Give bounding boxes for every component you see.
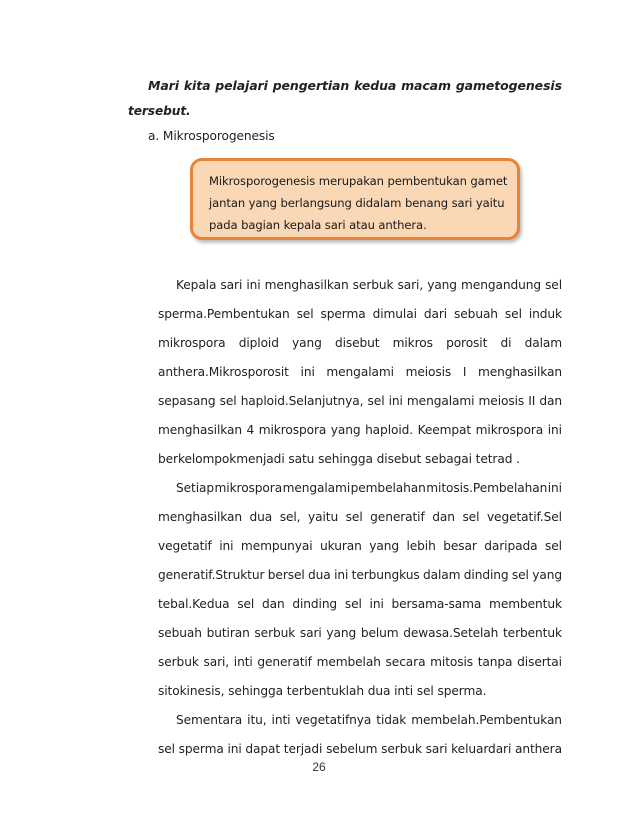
body-line: [158, 365, 562, 379]
body-word: secara: [385, 655, 426, 669]
body-word: ini: [547, 423, 562, 437]
body-word: menghasilkan: [264, 278, 349, 292]
body-word: sel: [504, 307, 522, 321]
body-word: dan: [261, 597, 285, 611]
intro-line-2: tersebut.: [128, 104, 191, 118]
body-word: generatif.Struktur: [158, 568, 265, 582]
body-word: sari: [425, 742, 448, 756]
body-word: mikrospora: [258, 423, 327, 437]
body-line: [158, 539, 562, 553]
body-word: sel: [344, 597, 362, 611]
body-word: sel: [511, 568, 529, 582]
body-word: bersel: [267, 568, 305, 582]
body-word: besar: [443, 539, 477, 553]
body-word: pembelahan: [350, 481, 426, 495]
body-word: sel: [296, 307, 314, 321]
body-line: [176, 713, 562, 727]
body-word: ini: [388, 394, 403, 408]
body-word: dimulai: [372, 307, 417, 321]
body-line: [176, 481, 562, 495]
body-word: porosit: [446, 336, 488, 350]
page-number: 26: [312, 760, 326, 774]
body-word: tanpa: [477, 655, 513, 669]
body-word: sperma.Pembentukan: [158, 307, 290, 321]
body-word: dari: [423, 307, 448, 321]
body-word: dewasa.Setelah: [403, 626, 499, 640]
body-word: sel: [158, 742, 175, 756]
body-word: dalam: [524, 336, 562, 350]
intro-word: pelajari: [215, 78, 268, 93]
body-word: vegetatif: [158, 539, 212, 553]
body-word: menghasilkan: [477, 365, 562, 379]
body-word: serbuk: [158, 655, 199, 669]
body-word: diploid: [238, 336, 279, 350]
body-word: terbentuk: [503, 626, 562, 640]
body-word: dua: [249, 510, 273, 524]
body-word: sepasang: [158, 394, 216, 408]
body-word: Keempat: [417, 423, 472, 437]
body-word: bersama-sama: [391, 597, 482, 611]
body-word: sel,: [279, 510, 301, 524]
body-word: sari,: [203, 655, 230, 669]
body-word: yang: [330, 423, 361, 437]
body-word: ini: [246, 278, 261, 292]
body-word: generatif: [370, 510, 425, 524]
body-word: dalam: [422, 568, 461, 582]
body-word: serbuk: [254, 626, 296, 640]
body-word: keluardari: [451, 742, 512, 756]
body-line: [158, 742, 562, 756]
body-word: mikrospora: [214, 481, 283, 495]
body-line: [158, 423, 562, 437]
body-line: [158, 307, 562, 321]
body-word: sebuah: [158, 626, 202, 640]
body-word: anthera: [514, 742, 562, 756]
body-word: mikros: [392, 336, 433, 350]
body-line: [158, 568, 562, 582]
body-word: serbuk: [381, 742, 422, 756]
intro-word: kedua: [354, 78, 397, 93]
body-word: haploid.: [365, 423, 414, 437]
body-word: sel: [367, 394, 385, 408]
body-word: lebih: [406, 539, 436, 553]
body-word: yang: [532, 568, 562, 582]
body-line: berkelompokmenjadi satu sehingga disebut sebagai tetrad .: [158, 452, 520, 466]
body-word: Kepala: [176, 278, 217, 292]
body-word: terjadi: [283, 742, 323, 756]
body-word: ini: [334, 568, 349, 582]
body-word: Sementara: [176, 713, 243, 727]
body-word: II: [528, 394, 536, 408]
body-word: dapat: [245, 742, 281, 756]
body-word: sel: [544, 539, 562, 553]
body-word: ini: [547, 481, 562, 495]
body-word: tebal.Kedua: [158, 597, 230, 611]
body-word: ukuran: [320, 539, 362, 553]
body-word: membelah: [316, 655, 381, 669]
body-word: anthera.Mikrosporosit: [158, 365, 289, 379]
body-word: I: [462, 365, 467, 379]
body-word: membelah.Pembentukan: [411, 713, 562, 727]
body-word: sel: [462, 510, 480, 524]
callout-text: Mikrosporogenesis merupakan pembentukan gamet jantan yang berlangsung didalam benang sari yaitu pada bagian kepala sari atau anthera.: [209, 174, 508, 232]
body-word: dan: [432, 510, 455, 524]
body-word: meiosis: [478, 394, 525, 408]
body-word: yang: [326, 626, 357, 640]
body-word: vegetatif.Sel: [486, 510, 562, 524]
body-line: [158, 655, 562, 669]
body-word: sebelum: [326, 742, 378, 756]
body-word: mengalami: [406, 394, 475, 408]
body-word: yaitu: [308, 510, 339, 524]
body-word: serbuk: [352, 278, 394, 292]
body-line: sitokinesis, sehingga terbentuklah dua inti sel sperma.: [158, 684, 487, 698]
body-word: menghasilkan: [158, 510, 242, 524]
body-word: dan: [539, 394, 562, 408]
body-word: disebut: [334, 336, 380, 350]
body-word: mikrospora: [158, 336, 226, 350]
body-word: mitosis: [430, 655, 474, 669]
body-line: [176, 278, 562, 292]
body-word: haploid.Selanjutnya,: [240, 394, 364, 408]
body-line: [158, 626, 562, 640]
body-word: sel: [345, 510, 363, 524]
intro-line-1: [148, 78, 562, 93]
body-word: 4: [246, 423, 255, 437]
body-line: [158, 394, 562, 408]
body-word: inti: [271, 713, 291, 727]
intro-word: Mari: [148, 78, 179, 93]
body-line: [158, 597, 562, 611]
body-word: sel: [237, 597, 255, 611]
body-word: induk: [528, 307, 562, 321]
body-word: dinding: [463, 568, 509, 582]
body-word: Setiap: [176, 481, 215, 495]
body-word: mengandung: [461, 278, 541, 292]
body-word: mitosis.Pembelahan: [426, 481, 548, 495]
body-word: sari: [299, 626, 322, 640]
body-word: itu,: [247, 713, 267, 727]
body-word: belum: [360, 626, 399, 640]
body-word: terbungkus: [351, 568, 420, 582]
body-word: inti: [233, 655, 253, 669]
body-word: meiosis: [405, 365, 452, 379]
body-line: [158, 510, 562, 524]
body-word: sel: [545, 278, 562, 292]
body-word: sel: [219, 394, 237, 408]
definition-callout: [190, 158, 520, 240]
body-word: sebuah: [454, 307, 498, 321]
intro-word: pengertian: [272, 78, 350, 93]
body-word: disertai: [517, 655, 562, 669]
intro-word: macam: [401, 78, 451, 93]
body-word: daripada: [484, 539, 538, 553]
body-word: sari,: [397, 278, 424, 292]
body-word: generatif: [257, 655, 312, 669]
body-word: yang: [292, 336, 322, 350]
section-heading: a. Mikrosporogenesis: [148, 129, 275, 143]
body-word: sperma: [320, 307, 366, 321]
body-word: sperma: [178, 742, 224, 756]
body-word: yang: [369, 539, 399, 553]
body-word: ini: [227, 742, 242, 756]
body-word: menghasilkan: [158, 423, 242, 437]
body-word: sari: [220, 278, 243, 292]
intro-word: gametogenesis: [455, 78, 562, 93]
body-word: dinding: [292, 597, 338, 611]
body-word: tidak: [376, 713, 407, 727]
body-word: di: [500, 336, 512, 350]
body-word: mikrospora: [475, 423, 544, 437]
intro-word: kita: [183, 78, 211, 93]
body-word: membentuk: [489, 597, 562, 611]
body-word: mempunyai: [240, 539, 313, 553]
body-word: yang: [427, 278, 457, 292]
body-word: mengalami: [282, 481, 351, 495]
body-word: mengalami: [326, 365, 394, 379]
body-line: [158, 336, 562, 350]
body-word: dua: [308, 568, 331, 582]
body-word: ini: [300, 365, 315, 379]
body-word: vegetatifnya: [295, 713, 372, 727]
body-word: ini: [219, 539, 234, 553]
body-word: ini: [369, 597, 384, 611]
body-word: butiran: [206, 626, 250, 640]
